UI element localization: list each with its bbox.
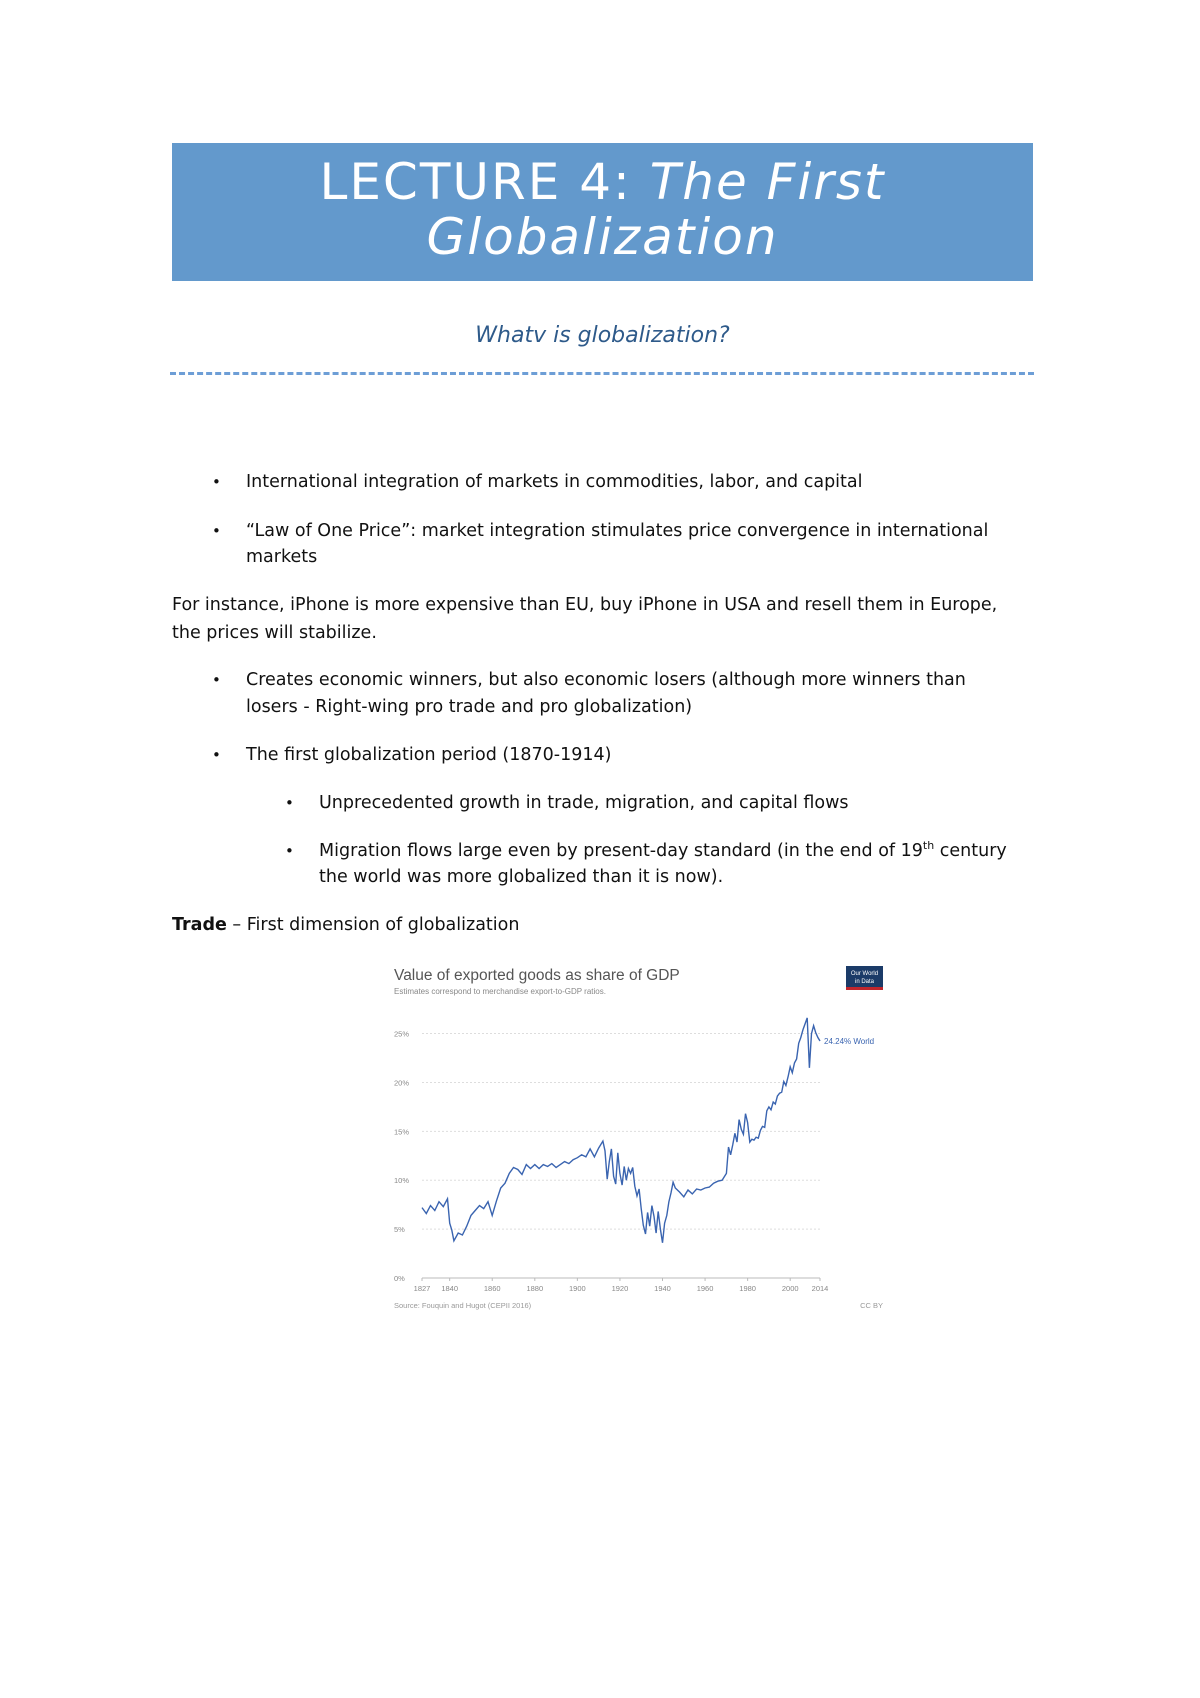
bullet-text-line1: “Law of One Price”: market integration stimulates price convergence in international (246, 521, 989, 541)
x-tick-label: 1980 (739, 1284, 756, 1293)
chart-license: CC BY (860, 1301, 883, 1310)
dotted-divider (170, 372, 1034, 375)
bullet-text-line2: losers - Right-wing pro trade and pro globalization) (246, 697, 693, 717)
superscript: th (922, 839, 935, 853)
lecture-title-band (172, 143, 1033, 281)
series-end-label: 24.24% World (824, 1036, 875, 1046)
owid-logo (846, 966, 883, 990)
x-tick-label: 1880 (526, 1284, 544, 1293)
x-tick-label: 2000 (781, 1284, 799, 1293)
x-tick-label: 1940 (654, 1284, 671, 1293)
bullet-text: Unprecedented growth in trade, migration, and capital flows (319, 793, 849, 813)
bullet-text: The first globalization period (1870-1914) (246, 745, 612, 765)
trade-heading-rest: – First dimension of globalization (226, 915, 520, 935)
title-italic-line1: The First (649, 153, 886, 211)
y-tick-label: 20% (394, 1078, 410, 1088)
section-subtitle: Whatv is globalization? (475, 323, 730, 348)
bullet-text-line1: Creates economic winners, but also economic losers (although more winners than (246, 670, 966, 690)
y-tick-label: 0% (394, 1274, 405, 1283)
bullet-dot-icon: • (212, 473, 221, 491)
world-series-line (422, 1018, 820, 1243)
text-part: Migration flows large even by present-day standard (in the end of 19 (319, 841, 923, 861)
x-tick-label: 1827 (413, 1284, 431, 1293)
bullet-text: International integration of markets in commodities, labor, and capital (246, 472, 863, 492)
bullet-dot-icon: • (212, 522, 221, 540)
logo-bar (846, 987, 883, 990)
chart-svg (390, 958, 895, 1314)
y-tick-label: 10% (394, 1176, 410, 1186)
x-tick-label: 2014 (811, 1284, 829, 1293)
chart-subtitle: Estimates correspond to merchandise export-to-GDP ratios. (394, 987, 606, 996)
bullet-dot-icon: • (285, 794, 294, 812)
bullet-text-line2: the world was more globalized than it is now). (319, 867, 724, 887)
paragraph-line2: the prices will stabilize. (172, 623, 377, 643)
bullet-text-line1 (319, 838, 1007, 865)
title-line-1 (172, 155, 1033, 210)
paragraph-line1: For instance, iPhone is more expensive than EU, buy iPhone in USA and resell them in Europe, (172, 595, 998, 615)
bullet-text-line2: markets (246, 547, 318, 567)
title-prefix: LECTURE 4: (319, 153, 632, 211)
logo-background (846, 966, 883, 990)
bullet-dot-icon: • (212, 746, 221, 764)
trade-heading (172, 912, 519, 939)
x-tick-label: 1860 (483, 1284, 501, 1293)
trade-heading-bold: Trade (172, 915, 227, 935)
export-share-chart (390, 958, 895, 1314)
text-part: century (934, 841, 1007, 861)
logo-text-line1: Our World (850, 971, 879, 977)
bullet-dot-icon: • (285, 842, 294, 860)
y-tick-label: 25% (394, 1029, 410, 1039)
bullet-dot-icon: • (212, 671, 221, 689)
x-tick-label: 1900 (569, 1284, 586, 1293)
chart-source: Source: Fouquin and Hugot (CEPII 2016) (394, 1301, 532, 1310)
x-tick-label: 1840 (441, 1284, 459, 1293)
x-tick-label: 1960 (696, 1284, 714, 1293)
x-tick-label: 1920 (611, 1284, 629, 1293)
y-tick-label: 5% (394, 1225, 405, 1235)
logo-text-line2: in Data (854, 979, 875, 985)
chart-title: Value of exported goods as share of GDP (394, 967, 680, 984)
title-italic-line2: Globalization (426, 208, 779, 266)
y-tick-label: 15% (394, 1127, 410, 1137)
